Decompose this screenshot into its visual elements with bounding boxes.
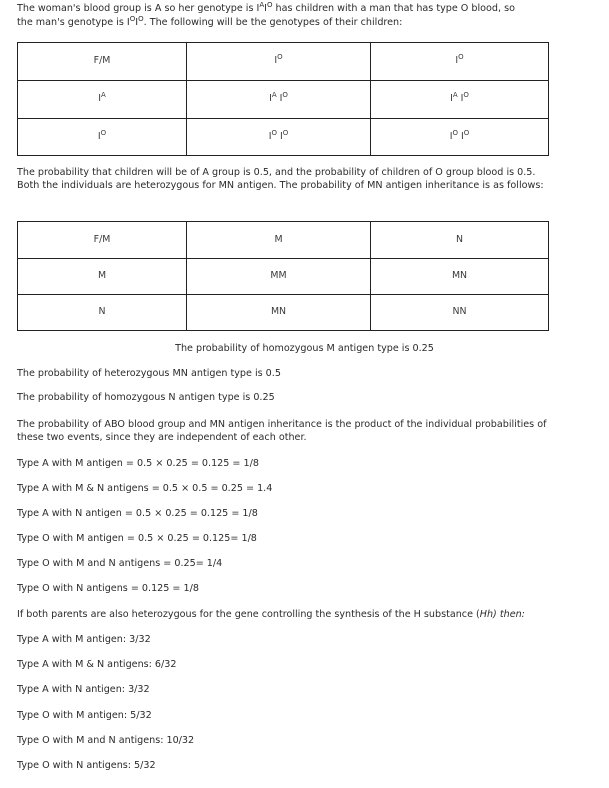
type-a-m-line: Type A with M antigen = 0.5 × 0.25 = 0.125 = 1/8 (17, 458, 259, 469)
type-a-n-line: Type A with N antigen = 0.5 × 0.25 = 0.125 = 1/8 (17, 508, 258, 519)
homozygous-m-line: The probability of homozygous M antigen type is 0.25 (175, 343, 434, 354)
table-header-cell: F/M (18, 43, 187, 81)
table-cell: NN (371, 295, 549, 331)
table-header-cell: N (371, 222, 549, 259)
hh-type-o-mn-line: Type O with M and N antigens: 10/32 (17, 735, 195, 746)
table-row (18, 295, 549, 331)
type-o-mn-line: Type O with M and N antigens = 0.25= 1/4 (17, 558, 223, 569)
table-cell: $I^O$ (18, 119, 187, 156)
table-cell: MM (187, 259, 371, 295)
hh-type-a-m-line: Type A with M antigen: 3/32 (17, 634, 151, 645)
table-cell: $I^O$ $I^O$ (187, 119, 371, 156)
table-cell: $I^A$ $I^O$ (187, 81, 371, 119)
intro-line-1: The woman's blood group is A so her genotype is $I^AI^O$ has children with a man that has type O blood, so (17, 1, 515, 14)
table-header-cell: $I^O$ (187, 43, 371, 81)
table-row (18, 43, 549, 81)
abo-punnett-table (17, 42, 549, 156)
product-rule-paragraph: The probability of ABO blood group and MN antigen inheritance is the product of the individual probabilities of these two events, since they are independent of each other. (17, 419, 547, 443)
hh-type-o-n-line: Type O with N antigens: 5/32 (17, 760, 156, 771)
type-o-n-line: Type O with N antigens = 0.125 = 1/8 (17, 583, 199, 594)
hh-type-o-m-line: Type O with M antigen: 5/32 (17, 710, 152, 721)
table-cell: M (18, 259, 187, 295)
type-o-m-line: Type O with M antigen = 0.5 × 0.25 = 0.125= 1/8 (17, 533, 257, 544)
intro-line-2: the man's genotype is $I^OI^O$. The following will be the genotypes of their children: (17, 15, 403, 28)
type-a-mn-line: Type A with M & N antigens = 0.5 × 0.5 = 0.25 = 1.4 (17, 483, 273, 494)
table-row (18, 119, 549, 156)
table-cell: $I^O$ $I^O$ (371, 119, 549, 156)
table-row (18, 222, 549, 259)
probability-paragraph: The probability that children will be of A group is 0.5, and the probability of children of O group blood is 0.5. Both the individuals are heterozygous for MN antigen. The probability of MN antigen inheritance is as follows: (17, 167, 544, 191)
table-row (18, 81, 549, 119)
table-cell: N (18, 295, 187, 331)
table-cell: $I^A$ $I^O$ (371, 81, 549, 119)
hh-type-a-n-line: Type A with N antigen: 3/32 (17, 684, 150, 695)
heterozygous-mn-line: The probability of heterozygous MN antigen type is 0.5 (17, 368, 281, 379)
mn-punnett-table (17, 221, 549, 331)
hh-intro-line: If both parents are also heterozygous for the gene controlling the synthesis of the H substance (Hh) then: (17, 609, 525, 620)
table-header-cell: M (187, 222, 371, 259)
hh-type-a-mn-line: Type A with M & N antigens: 6/32 (17, 659, 177, 670)
table-cell: MN (187, 295, 371, 331)
table-row (18, 259, 549, 295)
homozygous-n-line: The probability of homozygous N antigen type is 0.25 (17, 392, 275, 403)
table-cell: $I^A$ (18, 81, 187, 119)
table-header-cell: $I^O$ (371, 43, 549, 81)
table-header-cell: F/M (18, 222, 187, 259)
table-cell: MN (371, 259, 549, 295)
